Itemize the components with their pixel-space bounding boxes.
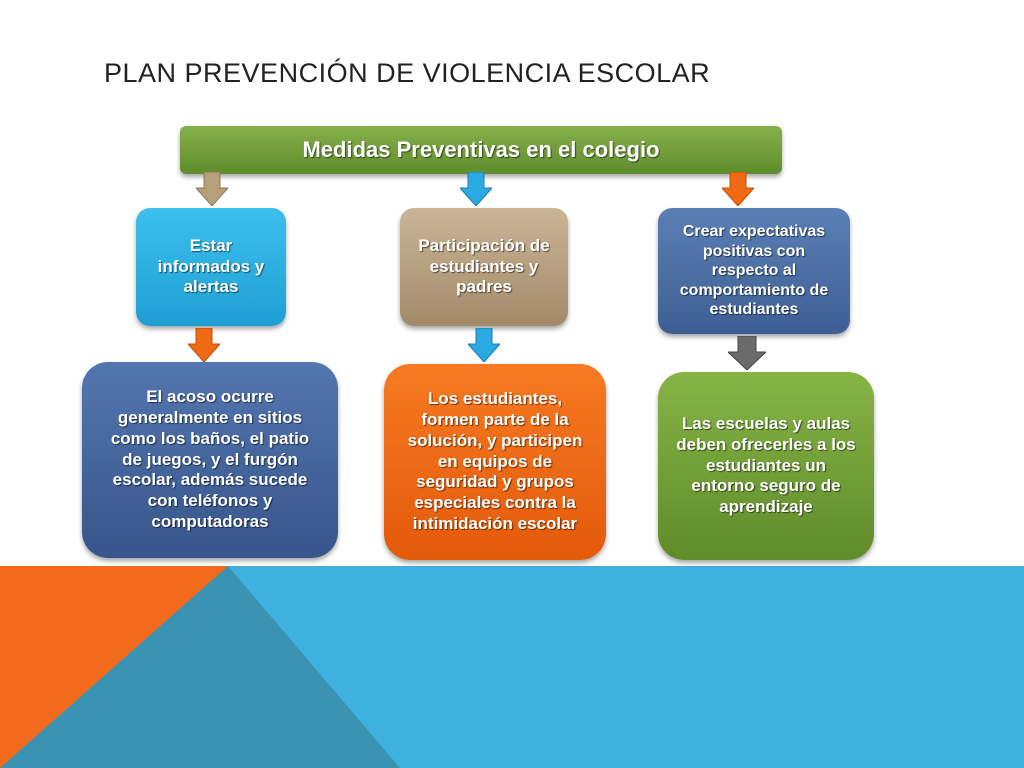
arrow-down-icon bbox=[728, 336, 766, 370]
level2-box-acoso: El acoso ocurre generalmente en sitios como los baños, el patio de juegos, y el furgón escolar, además sucede con teléfonos y computadoras bbox=[82, 362, 338, 558]
level1-box-participacion: Participación de estudiantes y padres bbox=[400, 208, 568, 326]
arrow-down-icon bbox=[460, 172, 492, 206]
page-title: PLAN PREVENCIÓN DE VIOLENCIA ESCOLAR bbox=[104, 58, 711, 88]
level1-box-expectativas: Crear expectativas positivas con respecto al comportamiento de estudiantes bbox=[658, 208, 850, 334]
arrow-down-icon bbox=[722, 172, 754, 206]
arrow-down-icon bbox=[196, 172, 228, 206]
level2-box-escuelas: Las escuelas y aulas deben ofrecerles a los estudiantes un entorno seguro de aprendizaje bbox=[658, 372, 874, 560]
arrow-down-icon bbox=[188, 328, 220, 362]
arrow-down-icon bbox=[468, 328, 500, 362]
header-box: Medidas Preventivas en el colegio bbox=[180, 126, 782, 174]
level1-box-informados: Estar informados y alertas bbox=[136, 208, 286, 326]
level2-box-estudiantes: Los estudiantes, formen parte de la solución, y participen en equipos de seguridad y grupos especiales contra la intimidación escolar bbox=[384, 364, 606, 560]
